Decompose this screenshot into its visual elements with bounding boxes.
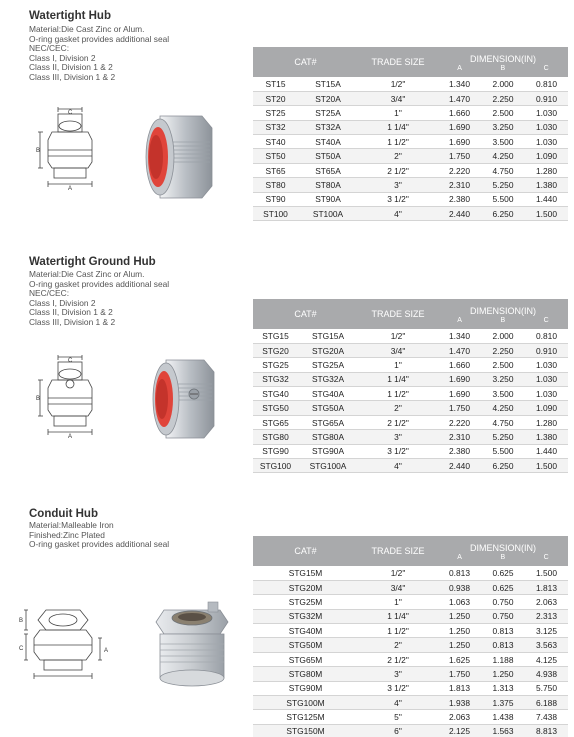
drawing-label-a: A — [104, 648, 109, 654]
ground-hub-table — [253, 299, 568, 473]
watertight-hub-dimension-drawing — [36, 106, 106, 190]
header-b: B — [500, 65, 506, 72]
cell-cat-alt: STG40A — [298, 387, 358, 401]
section-title-watertight-hub: Watertight Hub — [29, 10, 111, 22]
cell-cat-alt: STG50A — [298, 401, 358, 415]
watertight-hub-photo — [132, 106, 222, 202]
cell-c: 1.030 — [525, 358, 568, 372]
cell-c: 2.313 — [525, 609, 568, 623]
cell-b: 3.250 — [481, 120, 525, 134]
table-row — [253, 358, 568, 372]
cell-c: 2.063 — [525, 595, 568, 609]
cell-b: 5.250 — [481, 178, 525, 192]
cell-trade: 1 1/2" — [358, 387, 438, 401]
header-dimension-title: DIMENSION(IN) — [470, 54, 536, 64]
cell-trade: 1 1/4" — [358, 372, 438, 386]
cell-b: 5.250 — [481, 430, 525, 444]
table-row — [253, 444, 568, 458]
cell-trade: 2" — [358, 401, 438, 415]
cell-a: 2.220 — [438, 415, 481, 429]
cell-c: 1.030 — [525, 372, 568, 386]
header-cat: CAT# — [253, 536, 358, 566]
cell-cat: STG125M — [253, 710, 358, 724]
cell-trade: 1" — [358, 358, 438, 372]
table-row — [253, 624, 568, 638]
cell-trade: 4" — [358, 459, 438, 473]
cell-cat: STG40M — [253, 624, 358, 638]
cell-trade: 2 1/2" — [358, 163, 438, 177]
cell-c: 1.280 — [525, 163, 568, 177]
cell-trade: 2 1/2" — [358, 415, 438, 429]
cell-cat: ST80 — [253, 178, 298, 192]
cell-c: 1.030 — [525, 120, 568, 134]
cell-trade: 3 1/2" — [358, 192, 438, 206]
cell-c: 7.438 — [525, 710, 568, 724]
cell-trade: 1 1/4" — [358, 609, 438, 623]
cell-trade: 3/4" — [358, 580, 438, 594]
header-b: B — [500, 554, 506, 561]
cell-trade: 1 1/4" — [358, 120, 438, 134]
cell-a: 2.380 — [438, 192, 481, 206]
table-row — [253, 372, 568, 386]
cell-trade: 1/2" — [358, 77, 438, 91]
section-title-conduit-hub: Conduit Hub — [29, 508, 98, 520]
cell-cat: STG32M — [253, 609, 358, 623]
table-row — [253, 343, 568, 357]
section-description-watertight-hub: Material:Die Cast Zinc or Alum. O-ring gasket provides additional seal NEC/CEC: Class I, Division 2 Class II, Division 1 & 2 Class III, Division 1 & 2 — [29, 24, 170, 82]
cell-a: 1.470 — [438, 343, 481, 357]
cell-cat: STG65M — [253, 652, 358, 666]
table-row — [253, 178, 568, 192]
cell-trade: 3" — [358, 178, 438, 192]
cell-cat-alt: ST50A — [298, 149, 358, 163]
cell-c: 1.380 — [525, 178, 568, 192]
cell-trade: 2" — [358, 149, 438, 163]
cell-b: 6.250 — [481, 207, 525, 221]
cell-b: 4.750 — [481, 163, 525, 177]
cell-trade: 2" — [358, 638, 438, 652]
cell-b: 0.750 — [481, 595, 525, 609]
cell-cat-alt: ST32A — [298, 120, 358, 134]
table-row — [253, 430, 568, 444]
cell-b: 0.625 — [481, 566, 525, 580]
cell-cat: ST65 — [253, 163, 298, 177]
cell-cat: STG40 — [253, 387, 298, 401]
table-row — [253, 724, 568, 737]
cell-b: 2.000 — [481, 329, 525, 343]
cell-c: 1.090 — [525, 149, 568, 163]
cell-a: 1.750 — [438, 667, 481, 681]
cell-a: 2.125 — [438, 724, 481, 737]
cell-cat: ST32 — [253, 120, 298, 134]
drawing-label-b: B — [36, 148, 41, 154]
cell-c: 3.125 — [525, 624, 568, 638]
section-description-watertight-ground-hub: Material:Die Cast Zinc or Alum. O-ring gasket provides additional seal NEC/CEC: Class I, Division 2 Class II, Division 1 & 2 Class III, Division 1 & 2 — [29, 269, 170, 327]
cell-trade: 3" — [358, 430, 438, 444]
cell-cat: ST50 — [253, 149, 298, 163]
cell-a: 1.660 — [438, 358, 481, 372]
cell-c: 1.440 — [525, 192, 568, 206]
cell-cat-alt: STG80A — [298, 430, 358, 444]
table-row — [253, 638, 568, 652]
drawing-label-c: C — [68, 110, 73, 116]
cell-c: 3.563 — [525, 638, 568, 652]
header-dimension-title: DIMENSION(IN) — [470, 543, 536, 553]
cell-cat-alt: STG20A — [298, 343, 358, 357]
cell-trade: 1 1/2" — [358, 135, 438, 149]
cell-cat: STG50M — [253, 638, 358, 652]
drawing-label-c: C — [68, 358, 73, 364]
cell-cat: STG50 — [253, 401, 298, 415]
table-row — [253, 77, 568, 91]
cell-a: 0.813 — [438, 566, 481, 580]
cell-c: 0.810 — [525, 77, 568, 91]
cell-c: 1.440 — [525, 444, 568, 458]
cell-a: 1.690 — [438, 135, 481, 149]
table-row — [253, 207, 568, 221]
cell-a: 2.440 — [438, 459, 481, 473]
cell-c: 5.750 — [525, 681, 568, 695]
conduit-hub-photo — [150, 598, 234, 698]
header-trade-size: TRADE SIZE — [358, 536, 438, 566]
cell-cat-alt: ST20A — [298, 91, 358, 105]
cell-cat: STG20M — [253, 580, 358, 594]
cell-cat: STG15 — [253, 329, 298, 343]
cell-cat-alt: ST80A — [298, 178, 358, 192]
cell-b: 0.813 — [481, 638, 525, 652]
table-row — [253, 106, 568, 120]
cell-cat: STG25M — [253, 595, 358, 609]
cell-cat-alt: STG15A — [298, 329, 358, 343]
cell-cat: STG65 — [253, 415, 298, 429]
table-row — [253, 459, 568, 473]
cell-a: 1.690 — [438, 387, 481, 401]
cell-a: 2.063 — [438, 710, 481, 724]
cell-trade: 1/2" — [358, 566, 438, 580]
drawing-label-a: A — [68, 434, 73, 438]
cell-c: 1.030 — [525, 106, 568, 120]
cell-cat: STG15M — [253, 566, 358, 580]
cell-cat: ST90 — [253, 192, 298, 206]
cell-a: 1.250 — [438, 624, 481, 638]
header-b: B — [500, 317, 506, 324]
cell-b: 3.250 — [481, 372, 525, 386]
table-row — [253, 329, 568, 343]
cell-a: 1.340 — [438, 77, 481, 91]
cell-cat-alt: ST90A — [298, 192, 358, 206]
cell-b: 4.250 — [481, 401, 525, 415]
cell-a: 1.813 — [438, 681, 481, 695]
cell-b: 0.625 — [481, 580, 525, 594]
table-row — [253, 149, 568, 163]
cell-trade: 1/2" — [358, 329, 438, 343]
cell-cat: ST15 — [253, 77, 298, 91]
cell-cat: STG80 — [253, 430, 298, 444]
cell-cat-alt: ST100A — [298, 207, 358, 221]
cell-cat-alt: STG65A — [298, 415, 358, 429]
cell-c: 1.813 — [525, 580, 568, 594]
cell-c: 1.280 — [525, 415, 568, 429]
cell-cat-alt: ST15A — [298, 77, 358, 91]
cell-b: 2.500 — [481, 106, 525, 120]
cell-trade: 2 1/2" — [358, 652, 438, 666]
cell-cat: ST40 — [253, 135, 298, 149]
cell-b: 0.813 — [481, 624, 525, 638]
cell-trade: 3" — [358, 667, 438, 681]
cell-a: 2.380 — [438, 444, 481, 458]
header-c: C — [543, 317, 549, 324]
cell-a: 2.310 — [438, 430, 481, 444]
table-row — [253, 401, 568, 415]
cell-c: 1.500 — [525, 459, 568, 473]
table-row — [253, 710, 568, 724]
table-row — [253, 387, 568, 401]
cell-cat: STG20 — [253, 343, 298, 357]
cell-a: 1.250 — [438, 609, 481, 623]
cell-trade: 1 1/2" — [358, 624, 438, 638]
cell-c: 0.910 — [525, 91, 568, 105]
table-row — [253, 667, 568, 681]
cell-a: 1.340 — [438, 329, 481, 343]
cell-c: 4.125 — [525, 652, 568, 666]
cell-trade: 1" — [358, 106, 438, 120]
header-c: C — [543, 65, 549, 72]
cell-a: 1.470 — [438, 91, 481, 105]
cell-b: 1.375 — [481, 696, 525, 710]
drawing-label-b: B — [36, 396, 41, 402]
cell-b: 0.750 — [481, 609, 525, 623]
header-a: A — [457, 317, 462, 324]
cell-b: 2.500 — [481, 358, 525, 372]
cell-trade: 3/4" — [358, 91, 438, 105]
drawing-label-a: A — [68, 186, 73, 190]
cell-trade: 3 1/2" — [358, 444, 438, 458]
cell-trade: 3 1/2" — [358, 681, 438, 695]
cell-cat: STG80M — [253, 667, 358, 681]
cell-cat: STG100M — [253, 696, 358, 710]
cell-c: 0.910 — [525, 343, 568, 357]
header-dimension — [438, 47, 568, 77]
table-row — [253, 595, 568, 609]
cell-b: 1.250 — [481, 667, 525, 681]
cell-a: 1.250 — [438, 638, 481, 652]
table-row — [253, 91, 568, 105]
header-a: A — [457, 65, 462, 72]
conduit-hub-table — [253, 536, 568, 737]
conduit-hub-dimension-drawing — [18, 600, 118, 682]
table-row — [253, 609, 568, 623]
cell-b: 4.750 — [481, 415, 525, 429]
cell-a: 2.310 — [438, 178, 481, 192]
table-row — [253, 192, 568, 206]
cell-cat: ST25 — [253, 106, 298, 120]
cell-b: 1.313 — [481, 681, 525, 695]
cell-a: 2.440 — [438, 207, 481, 221]
cell-c: 1.090 — [525, 401, 568, 415]
header-c: C — [543, 554, 549, 561]
cell-b: 3.500 — [481, 135, 525, 149]
header-cat: CAT# — [253, 47, 358, 77]
section-title-watertight-ground-hub: Watertight Ground Hub — [29, 256, 156, 268]
header-a: A — [457, 554, 462, 561]
drawing-label-c: C — [19, 646, 24, 652]
cell-c: 1.500 — [525, 566, 568, 580]
cell-a: 1.690 — [438, 372, 481, 386]
cell-c: 4.938 — [525, 667, 568, 681]
cell-b: 5.500 — [481, 444, 525, 458]
cell-cat-alt: ST25A — [298, 106, 358, 120]
cell-cat: ST20 — [253, 91, 298, 105]
cell-a: 1.660 — [438, 106, 481, 120]
drawing-label-b: B — [19, 618, 24, 624]
header-dimension — [438, 536, 568, 566]
cell-b: 4.250 — [481, 149, 525, 163]
header-dimension-title: DIMENSION(IN) — [470, 306, 536, 316]
header-trade-size: TRADE SIZE — [358, 299, 438, 329]
cell-a: 2.220 — [438, 163, 481, 177]
cell-b: 3.500 — [481, 387, 525, 401]
cell-a: 1.690 — [438, 120, 481, 134]
table-row — [253, 120, 568, 134]
header-cat: CAT# — [253, 299, 358, 329]
table-row — [253, 681, 568, 695]
cell-trade: 1" — [358, 595, 438, 609]
cell-c: 0.810 — [525, 329, 568, 343]
cell-b: 2.250 — [481, 343, 525, 357]
cell-trade: 4" — [358, 207, 438, 221]
cell-c: 8.813 — [525, 724, 568, 737]
cell-b: 2.250 — [481, 91, 525, 105]
cell-cat-alt: STG32A — [298, 372, 358, 386]
cell-a: 1.750 — [438, 401, 481, 415]
cell-cat-alt: STG25A — [298, 358, 358, 372]
cell-cat-alt: ST65A — [298, 163, 358, 177]
cell-a: 1.625 — [438, 652, 481, 666]
cell-cat-alt: STG90A — [298, 444, 358, 458]
table-row — [253, 580, 568, 594]
cell-a: 1.063 — [438, 595, 481, 609]
cell-cat: STG150M — [253, 724, 358, 737]
cell-a: 0.938 — [438, 580, 481, 594]
cell-b: 1.563 — [481, 724, 525, 737]
cell-cat: STG25 — [253, 358, 298, 372]
cell-trade: 6" — [358, 724, 438, 737]
table-row — [253, 696, 568, 710]
cell-b: 5.500 — [481, 192, 525, 206]
cell-cat: STG90M — [253, 681, 358, 695]
cell-trade: 4" — [358, 696, 438, 710]
cell-a: 1.938 — [438, 696, 481, 710]
cell-a: 1.750 — [438, 149, 481, 163]
ground-hub-photo — [140, 352, 224, 444]
cell-b: 1.438 — [481, 710, 525, 724]
table-row — [253, 135, 568, 149]
table-row — [253, 163, 568, 177]
header-trade-size: TRADE SIZE — [358, 47, 438, 77]
cell-cat: ST100 — [253, 207, 298, 221]
cell-c: 1.030 — [525, 135, 568, 149]
header-dimension — [438, 299, 568, 329]
cell-b: 1.188 — [481, 652, 525, 666]
cell-trade: 3/4" — [358, 343, 438, 357]
cell-cat-alt: STG100A — [298, 459, 358, 473]
section-description-conduit-hub: Material:Malleable Iron Finished:Zinc Plated O-ring gasket provides additional seal — [29, 520, 170, 550]
cell-cat-alt: ST40A — [298, 135, 358, 149]
cell-trade: 5" — [358, 710, 438, 724]
cell-b: 2.000 — [481, 77, 525, 91]
table-row — [253, 415, 568, 429]
table-row — [253, 566, 568, 580]
cell-cat: STG100 — [253, 459, 298, 473]
table-row — [253, 652, 568, 666]
cell-cat: STG32 — [253, 372, 298, 386]
cell-c: 1.380 — [525, 430, 568, 444]
cell-c: 1.500 — [525, 207, 568, 221]
ground-hub-dimension-drawing — [36, 354, 106, 438]
cell-c: 1.030 — [525, 387, 568, 401]
watertight-hub-table — [253, 47, 568, 221]
cell-cat: STG90 — [253, 444, 298, 458]
cell-b: 6.250 — [481, 459, 525, 473]
cell-c: 6.188 — [525, 696, 568, 710]
